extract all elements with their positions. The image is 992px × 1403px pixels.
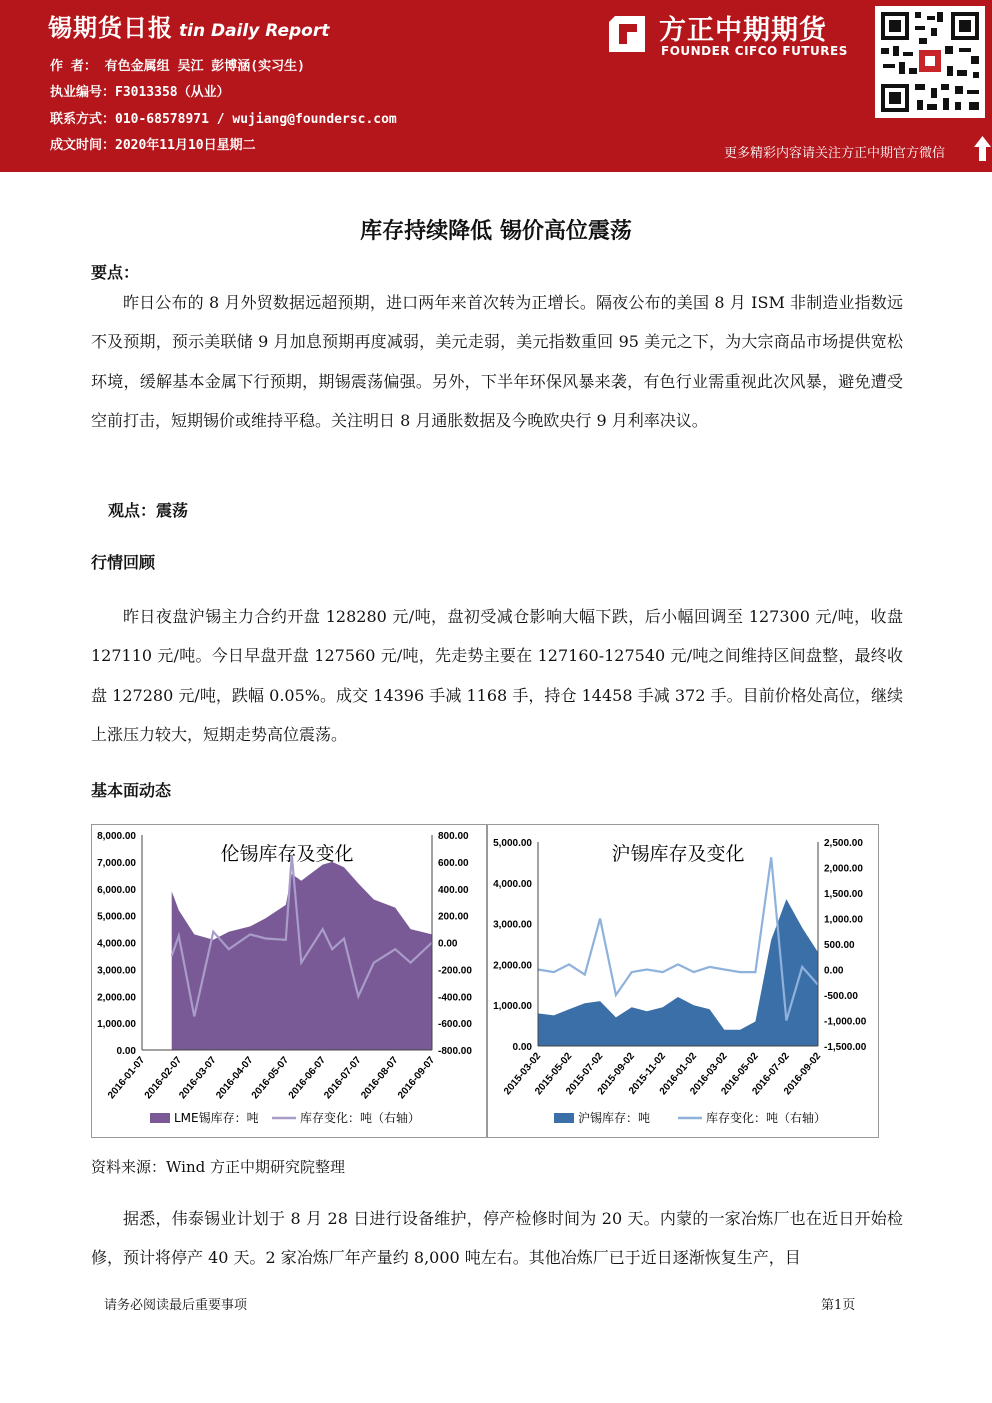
date-line: 成文时间：2020年11月10日星期二 xyxy=(50,138,256,153)
shfe-chart xyxy=(488,825,878,1137)
y-tick-label: 4,000.00 xyxy=(493,878,532,890)
y-tick-label: 5,000.00 xyxy=(97,911,136,923)
y2-tick-label: -400.00 xyxy=(438,992,472,1004)
y-tick-label: 7,000.00 xyxy=(97,857,136,869)
contact-line: 联系方式：010-68578971 / wujiang@foundersc.com xyxy=(50,112,397,127)
y-tick-label: 8,000.00 xyxy=(97,831,136,842)
y-tick-label: 6,000.00 xyxy=(97,884,136,896)
x-tick-label: 2015-09-02 xyxy=(595,1050,637,1098)
header-band xyxy=(0,0,992,172)
x-tick-label: 2016-05-07 xyxy=(249,1054,292,1102)
founder-logo xyxy=(605,8,855,64)
y-tick-label: 2,000.00 xyxy=(97,992,136,1004)
x-tick-label: 2015-03-02 xyxy=(501,1050,544,1098)
report-title: 锡期货日报 tin Daily Report xyxy=(48,14,330,42)
x-tick-label: 2015-11-02 xyxy=(627,1050,668,1097)
license-line: 执业编号：F3013358（从业） xyxy=(50,85,230,100)
y2-tick-label: -500.00 xyxy=(824,991,858,1002)
y2-tick-label: 800.00 xyxy=(438,831,469,842)
y2-tick-label: -1,000.00 xyxy=(824,1016,867,1028)
logo-text-en: FOUNDER CIFCO FUTURES xyxy=(661,44,848,58)
author-line: 作 者： 有色金属组 吴江 彭博涵(实习生) xyxy=(50,59,305,74)
founder-logo-icon xyxy=(605,12,649,56)
footer-page-number: 第1页 xyxy=(821,1298,856,1313)
y2-tick-label: 400.00 xyxy=(438,884,469,896)
y-tick-label: 1,000.00 xyxy=(97,1019,136,1031)
x-tick-label: 2016-09-02 xyxy=(781,1050,824,1098)
y-tick-label: 0.00 xyxy=(512,1042,532,1053)
y2-tick-label: -200.00 xyxy=(438,965,472,977)
x-tick-label: 2015-05-02 xyxy=(533,1050,575,1098)
legend-label: 库存变化：吨（右轴） xyxy=(706,1111,827,1125)
x-tick-label: 2016-03-02 xyxy=(688,1050,730,1098)
y2-tick-label: 2,500.00 xyxy=(824,838,863,849)
logo-text-cn: 方正中期期货 xyxy=(659,15,827,46)
market-heading: 行情回顾 xyxy=(91,553,156,572)
key-points-heading: 要点： xyxy=(91,263,140,282)
y-tick-label: 1,000.00 xyxy=(493,1001,532,1013)
x-tick-label: 2016-08-07 xyxy=(359,1054,401,1102)
qr-code xyxy=(875,6,985,118)
legend-label: 沪锡库存：吨 xyxy=(578,1111,651,1125)
charts-panel xyxy=(91,824,879,1138)
y2-tick-label: 500.00 xyxy=(824,940,855,951)
x-tick-label: 2016-03-07 xyxy=(177,1054,219,1102)
source-note: 资料来源：Wind 方正中期研究院整理 xyxy=(91,1158,345,1176)
lme-chart-svg xyxy=(92,825,486,1137)
x-tick-label: 2016-07-02 xyxy=(750,1050,792,1098)
y2-tick-label: 0.00 xyxy=(824,965,844,977)
y-tick-label: 3,000.00 xyxy=(493,919,532,931)
y-tick-label: 3,000.00 xyxy=(97,965,136,977)
y2-tick-label: -600.00 xyxy=(438,1019,472,1031)
chart-title: 伦锡库存及变化 xyxy=(220,843,354,865)
shfe-chart-svg xyxy=(488,825,878,1137)
footer-disclaimer: 请务必阅读最后重要事项 xyxy=(104,1298,248,1313)
closing-paragraph: 据悉，伟泰锡业计划于 8 月 28 日进行设备维护，停产检修时间为 20 天。内蒙的一家冶炼厂也在近日开始检修，预计将停产 40 天。2 家冶炼厂年产量约 8,000 吨左右。其他冶炼厂已于近日逐渐恢复生产，目 xyxy=(91,1209,903,1268)
area-series-inventory xyxy=(172,862,432,1050)
x-tick-label: 2016-05-02 xyxy=(719,1050,761,1098)
x-tick-label: 2016-02-07 xyxy=(142,1054,185,1102)
x-tick-label: 2016-09-07 xyxy=(395,1054,438,1102)
legend-swatch-area xyxy=(554,1113,574,1123)
market-paragraph: 昨日夜盘沪锡主力合约开盘 128280 元/吨，盘初受减仓影响大幅下跌，后小幅回调至 127300 元/吨，收盘 127110 元/吨。今日早盘开盘 127560 元/吨，先走势主要在 127160-127540 元/吨之间维持区间盘整，最终收盘 127280 元/吨，跌幅 0.05%。成交 14396 手减 1168 手，持仓 14458 手减 372 手。目前价格处高位，继续上涨压力较大，短期走势高位震荡。 xyxy=(91,607,903,744)
y2-tick-label: -800.00 xyxy=(438,1046,472,1057)
x-tick-label: 2016-07-07 xyxy=(322,1054,364,1102)
y2-tick-label: 200.00 xyxy=(438,911,469,923)
y2-tick-label: 2,000.00 xyxy=(824,863,863,875)
x-tick-label: 2016-04-07 xyxy=(214,1054,256,1102)
y2-tick-label: 0.00 xyxy=(438,938,458,950)
lme-chart xyxy=(92,825,486,1137)
legend-swatch-area xyxy=(150,1113,170,1123)
x-tick-label: 2015-07-02 xyxy=(564,1050,606,1098)
y-tick-label: 5,000.00 xyxy=(493,838,532,849)
y2-tick-label: 1,500.00 xyxy=(824,889,863,900)
up-arrow-icon xyxy=(973,134,992,162)
y-tick-label: 0.00 xyxy=(116,1046,136,1057)
y-tick-label: 2,000.00 xyxy=(493,960,532,972)
fundamentals-heading: 基本面动态 xyxy=(91,781,172,800)
document-title: 库存持续降低 锡价高位震荡 xyxy=(360,219,632,244)
y2-tick-label: 600.00 xyxy=(438,857,469,869)
legend-label: 库存变化：吨（右轴） xyxy=(300,1111,421,1125)
follow-text: 更多精彩内容请关注方正中期官方微信 xyxy=(724,146,946,161)
y2-tick-label: -1,500.00 xyxy=(824,1042,867,1053)
view-line: 观点：震荡 xyxy=(108,501,189,520)
x-tick-label: 2016-06-07 xyxy=(286,1054,328,1102)
qr-code-icon xyxy=(875,6,985,118)
y2-tick-label: 1,000.00 xyxy=(824,914,863,926)
x-tick-label: 2016-01-07 xyxy=(105,1054,148,1102)
chart-title: 沪锡库存及变化 xyxy=(611,843,745,865)
legend-label: LME锡库存：吨 xyxy=(174,1111,259,1125)
key-points-paragraph: 昨日公布的 8 月外贸数据远超预期，进口两年来首次转为正增长。隔夜公布的美国 8 月 ISM 非制造业指数远不及预期，预示美联储 9 月加息预期再度减弱，美元走弱，美元指数重回 95 美元之下，为大宗商品市场提供宽松环境，缓解基本金属下行预期，期锡震荡偏强。另外，下半年环保风暴来袭，有色行业需重视此次风暴，避免遭受空前打击，短期锡价或维持平稳。关注明日 8 月通胀数据及今晚欧央行 9 月利率决议。 xyxy=(91,293,903,430)
y-tick-label: 4,000.00 xyxy=(97,938,136,950)
x-tick-label: 2016-01-02 xyxy=(657,1050,700,1098)
